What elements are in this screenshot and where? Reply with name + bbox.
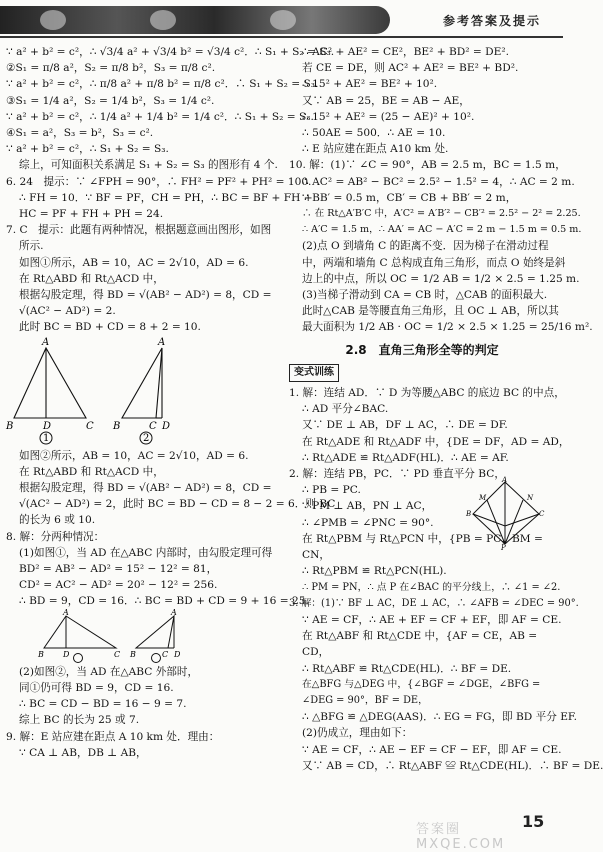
text-line: 所示. (19, 240, 44, 253)
text-line: 8. 解：分两种情况： (6, 530, 105, 543)
text-line: ∵ BB′ = 0.5 m，CB′ = CB + BB′ = 2 m， (302, 191, 517, 204)
header-ornament (150, 10, 176, 30)
svg-text:A: A (42, 336, 50, 348)
text-line: CD² = AC² − AD² = 20² − 12² = 256. (19, 579, 218, 592)
text-line: ∴ BC = CD − BD = 16 − 9 = 7. (19, 698, 187, 711)
header-title: 参考答案及提示 (442, 14, 541, 28)
text-line: 边上的中点，所以 OC = 1/2 AB = 1/2 × 2.5 = 1.25 m. (302, 272, 580, 285)
svg-text:D: D (63, 649, 70, 659)
text-line: 6. 24 提示：∵ ∠FPH = 90°，∴ FH² = PF² + PH² = 100. (6, 175, 312, 188)
svg-text:D: D (162, 420, 171, 432)
triangle-diagram-small (6, 607, 206, 664)
svg-text:B: B (6, 420, 14, 432)
text-line: 在 Rt△PBM 与 Rt△PCN 中，{PB = PC，BM = CN， (302, 532, 543, 562)
text-line: ∴ △BFG ≌ △DEG(AAS)．∴ EG = FG，即 BD 平分 EF. (302, 711, 578, 724)
text-line: (1)如图①，当 AD 在△ABC 内部时，由勾股定理可得 (19, 546, 273, 559)
section-title: 2.8 直角三角形全等的判定 (345, 342, 499, 357)
text-line: ∵ AE = CF，∴ AE − EF = CF − EF，即 AF = CE. (302, 743, 562, 756)
text-line: (3)当梯子滑动到 CA = CB 时，△CAB 的面积最大. (302, 289, 548, 302)
text-line: HC = PF + FH + PH = 24. (19, 208, 164, 221)
text-line: 1. 解：连结 AD．∵ D 为等腰△ABC 的底边 BC 的中点， (289, 387, 565, 400)
text-line: (2)仍成立，理由如下： (302, 727, 413, 740)
svg-text:A: A (63, 607, 69, 617)
text-line: ③S₁ = 1/4 a²，S₂ = 1/4 b²，S₃ = 1/4 c². (6, 94, 215, 107)
text-line: ∴ PB = PC. (302, 484, 361, 497)
svg-text:M: M (479, 494, 487, 503)
header-ornament (40, 10, 66, 30)
text-line: ∴ FH = 10．∵ BF = PF，CH = PH，∴ BC = BF + FH + (19, 191, 313, 204)
text-line: ∵ a² + b² = c²，∴ √3/4 a² + √3/4 b² = √3/4 c²．∴ S₁ + S₂ = S₃. (6, 46, 335, 58)
svg-text:A: A (502, 476, 508, 485)
svg-text:N: N (527, 494, 534, 503)
text-line: 根据勾股定理，得 BD = √(AB² − AD²) = 8，CD = (19, 482, 272, 495)
text-line: 3. 解：(1)∵ BF ⊥ AC，DE ⊥ AC，∴ ∠AFB = ∠DEC = 90°. (289, 597, 579, 609)
text-line: ∵ AE = CF，∴ AE + EF = CF + EF，即 AF = CE. (302, 613, 562, 626)
header-rule (0, 36, 563, 38)
svg-text:C: C (149, 420, 157, 432)
text-line: √(AC² − AD²) = 2，此时 BC = BD − CD = 8 − 2 = 6．则 BC (19, 498, 336, 511)
text-line: ∴ Rt△ABF ≌ Rt△CDE(HL)．∴ BF = DE. (302, 662, 512, 675)
text-line: 又∵ AB = 25，BE = AB − AE， (302, 94, 470, 107)
text-line: 最大面积为 1/2 AB · OC = 1/2 × 2.5 × 1.25 = 25/16 m². (302, 321, 593, 334)
svg-text:B: B (466, 510, 472, 519)
text-line: ∴ 15² + AE² = (25 − AE)² + 10². (302, 110, 475, 123)
text-line: 的长为 6 或 10. (19, 514, 96, 527)
text-line: ∴ AD 平分∠BAC. (302, 403, 389, 416)
page-header (0, 0, 563, 38)
text-line: ∵ CA ⊥ AB，DB ⊥ AB， (19, 746, 147, 759)
text-line: ∴ E 站应建在距点 A10 km 处. (302, 143, 449, 156)
text-line: 综上 BC 的长为 25 或 7. (19, 714, 140, 727)
text-line: 如图②所示，AB = 10，AC = 2√10，AD = 6. (19, 449, 249, 462)
svg-text:P: P (501, 544, 506, 553)
text-line: ∵ PM ⊥ AB，PN ⊥ AC， (302, 500, 433, 513)
text-line: ④S₁ = a²，S₃ = b²，S₃ = c². (6, 127, 154, 140)
text-line: 又∵ AB = CD，∴ Rt△ABF ≌ Rt△CDE(HL)．∴ BF = DE. (302, 759, 603, 772)
figure-triangles-7 (6, 336, 278, 448)
text-line: 10. 解：(1)∵ ∠C = 90°，AB = 2.5 m，BC = 1.5 m， (289, 159, 566, 172)
text-line: 7. C 提示：此题有两种情况，根据题意画出图形，如图 (6, 224, 272, 237)
right-column (289, 44, 603, 774)
svg-text:D: D (174, 649, 181, 659)
text-line: √(AC² − AD²) = 2. (19, 305, 116, 318)
svg-text:1: 1 (43, 432, 50, 444)
text-line: 根据勾股定理，得 BD = √(AB² − AD²) = 8，CD = (19, 289, 272, 302)
figure-triangles-8 (6, 607, 278, 664)
text-line: ∴ Rt△ADE ≌ Rt△ADF(HL)．∴ AE = AF. (302, 451, 509, 464)
triangle-diagram (6, 336, 206, 448)
text-line: 又∵ DE ⊥ AB，DF ⊥ AC，∴ DE = DF. (302, 419, 508, 432)
text-line: ∴ AC² + AE² = CE²，BE² + BD² = DE². (302, 46, 509, 58)
text-line: ∵ a² + b² = c²，∴ 1/4 a² + 1/4 b² = 1/4 c²．∴ S₁ + S₂ = S₃. (6, 110, 314, 123)
svg-text:C: C (162, 649, 169, 659)
text-line: 此时 BC = BD + CD = 8 + 2 = 10. (19, 321, 201, 334)
svg-text:B: B (130, 649, 136, 659)
svg-text:A: A (158, 336, 166, 348)
text-line: ∵ a² + b² = c²，∴ π/8 a² + π/8 b² = π/8 c²．∴ S₁ + S₂ = S₃. (6, 78, 319, 91)
quadrilateral-diagram (465, 476, 547, 553)
text-line: ∴ 50AE = 500．∴ AE = 10. (302, 127, 446, 140)
section-badge: 变式训练 (289, 364, 339, 382)
text-line: (2)点 O 到墙角 C 的距离不变．因为梯子在滑动过程 (302, 240, 549, 253)
text-line: 若 CE = DE，则 AC² + AE² = BE² + BD². (302, 62, 519, 75)
page-number: 15 (522, 812, 545, 831)
text-line: ∴ A′C = 1.5 m，∴ AA′ = AC − A′C = 2 m − 1.5 m = 0.5 m. (302, 224, 582, 236)
svg-text:C: C (86, 420, 94, 432)
text-line: ∴ 15² + AE² = BE² + 10². (302, 78, 438, 91)
text-line: 在 Rt△ABD 和 Rt△ACD 中， (19, 465, 164, 478)
text-line: ∴ 在 Rt△A′B′C 中，A′C² = A′B′² − CB′² = 2.5² − 2² = 2.25. (302, 208, 581, 220)
svg-text:D: D (43, 420, 52, 432)
svg-text:2: 2 (143, 432, 150, 444)
text-line: 9. 解：E 站应建在距点 A 10 km 处．理由： (6, 730, 220, 743)
text-line: BD² = AB² − AD² = 15² − 12² = 81， (19, 563, 218, 576)
watermark: 答案圈 MXQE.COM (416, 822, 506, 852)
svg-text:C: C (114, 649, 121, 659)
text-line: 此时△CAB 是等腰直角三角形，且 OC ⊥ AB，所以其 (302, 305, 559, 318)
text-line: (2)如图②，当 AD 在△ABC 外部时， (19, 665, 199, 678)
text-line: 在 Rt△ABD 和 Rt△ACD 中， (19, 272, 164, 285)
svg-text:B: B (38, 649, 44, 659)
svg-text:C: C (539, 510, 545, 519)
text-line: ∴ BD = 9，CD = 16．∴ BC = BD + CD = 9 + 16 = 25. (19, 595, 309, 608)
svg-text:B: B (113, 420, 121, 432)
text-line: ②S₁ = π/8 a²，S₂ = π/8 b²，S₃ = π/8 c². (6, 62, 216, 75)
text-line: 综上，可知面积关系满足 S₁ + S₂ = S₃ 的图形有 4 个. (19, 159, 278, 172)
text-line: 同①仍可得 BD = 9，CD = 16. (19, 681, 174, 694)
text-line: 在 Rt△ABF 和 Rt△CDE 中，{AF = CE，AB = CD， (302, 630, 538, 659)
text-line: ∴ ∠PMB = ∠PNC = 90°. (302, 516, 434, 529)
text-line: ∴ Rt△PBM ≌ Rt△PCN(HL). (302, 565, 447, 578)
text-line: 2. 解：连结 PB，PC．∵ PD 垂直平分 BC， (289, 468, 505, 481)
text-line: ∵ a² + b² = c²，∴ S₁ + S₂ = S₃. (6, 143, 169, 156)
text-line: ∴ PM = PN，∴ 点 P 在∠BAC 的平分线上，∴ ∠1 = ∠2. (302, 581, 561, 593)
svg-text:A: A (171, 607, 177, 617)
header-ornament (270, 10, 296, 30)
text-line: 在 Rt△ADE 和 Rt△ADF 中，{DE = DF，AD = AD， (302, 435, 570, 448)
text-line: 中，两端和墙角 C 总构成直角三角形，而点 O 始终是斜 (302, 256, 566, 269)
text-line: ∴ AC² = AB² − BC² = 2.5² − 1.5² = 4，∴ AC = 2 m. (302, 175, 575, 188)
text-line: 在△BFG 与△DEG 中，{∠BGF = ∠DGE，∠BFG = ∠DEG = 90°，BF = DE， (302, 678, 541, 706)
text-line: 如图①所示，AB = 10，AC = 2√10，AD = 6. (19, 256, 249, 269)
